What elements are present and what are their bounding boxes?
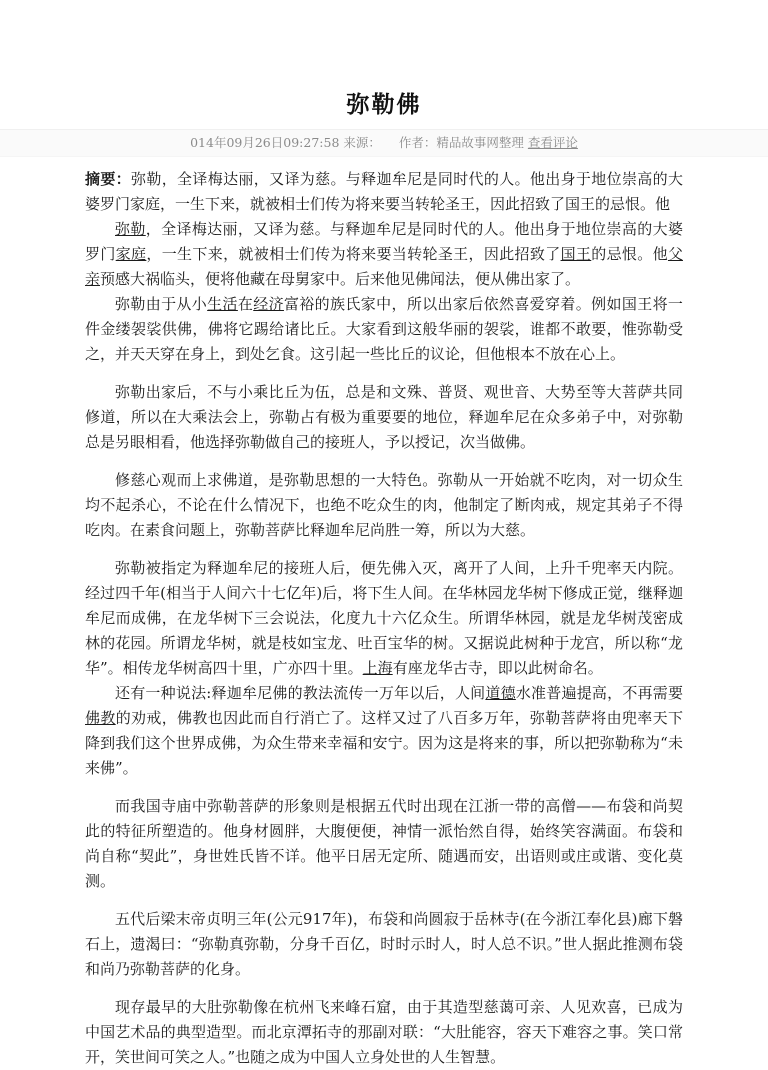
inline-link[interactable]: 弥勒 xyxy=(115,220,146,238)
text-run: 还有一种说法:释迦牟尼佛的教法流传一万年以后，人间 xyxy=(115,684,486,702)
article-paragraph xyxy=(85,794,683,894)
inline-link[interactable]: 上海 xyxy=(362,659,393,677)
text-run: ，全译梅达丽，又译为慈。与释迦牟尼是同时代的人。他出身于地位崇高的大婆罗门 xyxy=(85,220,683,263)
inline-link[interactable]: 父亲 xyxy=(85,245,683,288)
text-run: 弥勒出家后，不与小乘比丘为伍，总是和文殊、普贤、观世音、大势至等大菩萨共同修道，所以在大乘法会上，弥勒占有极为重要要的地位，释迦牟尼在众多弟子中，对弥勒总是另眼相看，他选择弥勒做自己的接班人，予以授记，次当做佛。 xyxy=(85,383,683,451)
article-paragraph xyxy=(85,907,683,982)
article-paragraph xyxy=(85,468,683,543)
page-title: 弥勒佛 xyxy=(346,92,422,118)
text-run: 水准普遍提高，不再需要 xyxy=(515,684,683,702)
article-paragraph xyxy=(85,681,683,781)
inline-link[interactable]: 生活 xyxy=(207,295,238,313)
meta-bar xyxy=(0,129,768,157)
text-run: 五代后梁末帝贞明三年(公元917年)，布袋和尚圆寂于岳林寺(在今浙江奉化县)廊下磐石上，遗渴曰：“弥勒真弥勒，分身千百亿，时时示时人，时人总不识。”世人据此推测布袋和尚乃弥勒菩萨的化身。 xyxy=(85,910,683,978)
article-paragraph xyxy=(85,995,683,1070)
text-run: ，一生下来，就被相士们传为将来要当转轮圣王，因此招致了 xyxy=(146,245,561,263)
inline-link[interactable]: 道德 xyxy=(485,684,516,702)
inline-link[interactable]: 经济 xyxy=(253,295,284,313)
text-run: 富裕的族氏家中，所以出家后依然喜爱穿着。例如国王将一件金缕袈裟供佛，佛将它踢给诸比丘。大家看到这般华丽的袈裟，谁都不敢要，惟弥勒受之，并天天穿在身上，到处乞食。这引起一些比丘的议论，但他根本不放在心上。 xyxy=(85,295,683,363)
article-paragraph xyxy=(85,556,683,681)
text-run: 修慈心观而上求佛道，是弥勒思想的一大特色。弥勒从一开始就不吃肉，对一切众生均不起杀心，不论在什么情况下，也绝不吃众生的肉，他制定了断肉戒，规定其弟子不得吃肉。在素食问题上，弥勒菩萨比释迦牟尼尚胜一筹，所以为大慈。 xyxy=(85,471,683,539)
text-run: 有座龙华古寺，即以此树命名。 xyxy=(392,659,603,677)
text-run: 弥勒被指定为释迦牟尼的接班人后，便先佛入灭，离开了人间，上升千兜率天内院。经过四千年(相当于人间六十七亿年)后，将下生人间。在华林园龙华树下修成正觉，继释迦牟尼而成佛，在龙华树下三会说法，化度九十六亿众生。所谓华林园，就是龙华树茂密成林的花园。所谓龙华树，就是枝如宝龙、吐百宝华的树。又据说此树种于龙宫，所以称“龙华”。相传龙华树高四十里，广亦四十里。 xyxy=(85,559,683,677)
abstract-label: 摘要： xyxy=(85,170,132,188)
inline-link[interactable]: 国王 xyxy=(560,245,592,263)
inline-link[interactable]: 家庭 xyxy=(115,245,147,263)
article-body xyxy=(85,167,683,1070)
text-run: 预感大祸临头，便将他藏在母舅家中。后来他见佛闻法，便从佛出家了。 xyxy=(100,270,581,288)
meta-date-source: 014年09月26日09:27:58 来源： xyxy=(190,135,381,150)
article-paragraph xyxy=(85,292,683,367)
inline-link[interactable]: 佛教 xyxy=(85,709,116,727)
text-run: 弥勒由于从小 xyxy=(115,295,208,313)
text-run: 的劝戒，佛教也因此而自行消亡了。这样又过了八百多万年，弥勒菩萨将由兜率天下降到我们这个世界成佛，为众生带来幸福和安宁。因为这是将来的事，所以把弥勒称为“未来佛”。 xyxy=(85,709,683,777)
article-paragraph xyxy=(85,217,683,292)
article-paragraph xyxy=(85,167,683,217)
view-comments-link[interactable]: 查看评论 xyxy=(527,135,578,150)
text-run: 而我国寺庙中弥勒菩萨的形象则是根据五代时出现在江浙一带的高僧——布袋和尚契此的特征所塑造的。他身材圆胖，大腹便便，神情一派怡然自得，始终笑容满面。布袋和尚自称“契此”，身世姓氏皆不详。他平日居无定所、随遇而安，出语则或庄或谐、变化莫测。 xyxy=(85,797,683,890)
text-run: 弥勒，全译梅达丽，又译为慈。与释迦牟尼是同时代的人。他出身于地位崇高的大婆罗门家庭，一生下来，就被相士们传为将来要当转轮圣王，因此招致了国王的忌恨。他 xyxy=(85,170,683,213)
text-run: 现存最早的大肚弥勒像在杭州飞来峰石窟，由于其造型慈蔼可亲、人见欢喜，已成为中国艺术品的典型造型。而北京潭拓寺的那副对联：“大肚能容，容天下难容之事。笑口常开，笑世间可笑之人。”也随之成为中国人立身处世的人生智慧。 xyxy=(85,998,683,1066)
article-paragraph xyxy=(85,380,683,455)
text-run: 在 xyxy=(237,295,254,313)
text-run: 的忌恨。他 xyxy=(591,245,668,263)
meta-author: 作者：精品故事网整理 xyxy=(398,135,524,150)
